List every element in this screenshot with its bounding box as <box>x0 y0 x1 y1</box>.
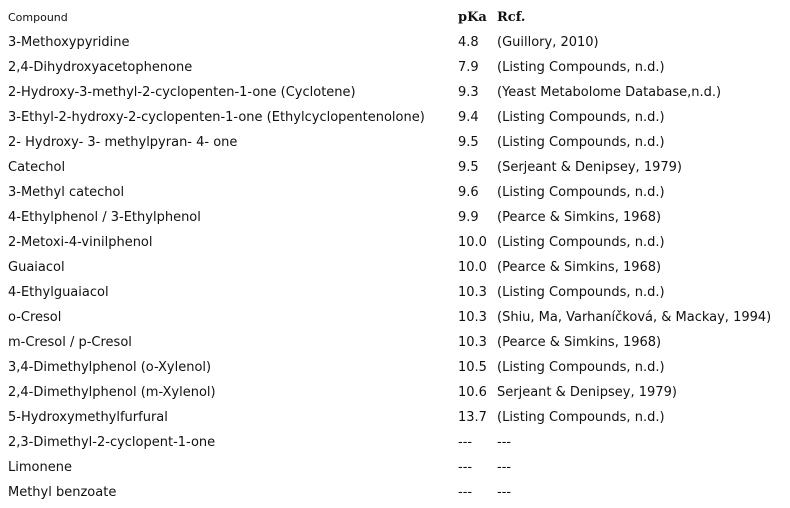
table-body <box>0 30 790 505</box>
reference-cell: (Listing Compounds, n.d.) <box>497 60 665 75</box>
reference-cell: (Listing Compounds, n.d.) <box>497 360 665 375</box>
pka-cell: 9.5 <box>458 160 479 175</box>
reference-cell: (Listing Compounds, n.d.) <box>497 410 665 425</box>
compound-cell: Catechol <box>8 160 66 175</box>
header-reference: Rcf. <box>497 10 526 25</box>
pka-cell: 9.9 <box>458 210 479 225</box>
header-pka: pKa <box>458 10 487 25</box>
compound-cell: Limonene <box>8 460 72 475</box>
header-compound: Compound <box>8 11 68 24</box>
table-row <box>0 80 790 105</box>
reference-cell: (Listing Compounds, n.d.) <box>497 285 665 300</box>
pka-cell: --- <box>458 435 473 450</box>
pka-cell: 10.3 <box>458 335 487 350</box>
pka-cell: 9.5 <box>458 135 479 150</box>
table-row <box>0 180 790 205</box>
table-row <box>0 255 790 280</box>
table-row <box>0 230 790 255</box>
pka-cell: --- <box>458 485 473 500</box>
pka-cell: 10.3 <box>458 310 487 325</box>
pka-cell: 13.7 <box>458 410 487 425</box>
table-row <box>0 130 790 155</box>
pka-cell: 10.3 <box>458 285 487 300</box>
pka-cell: 9.6 <box>458 185 479 200</box>
table-row <box>0 480 790 505</box>
reference-cell: (Serjeant & Denipsey, 1979) <box>497 160 682 175</box>
compound-cell: Guaiacol <box>8 260 65 275</box>
pka-cell: 4.8 <box>458 35 479 50</box>
reference-cell: (Listing Compounds, n.d.) <box>497 235 665 250</box>
reference-cell: (Yeast Metabolome Database,n.d.) <box>497 85 722 100</box>
table-row <box>0 105 790 130</box>
compound-cell: 2- Hydroxy- 3- methylpyran- 4- one <box>8 135 238 150</box>
compound-cell: 2,4-Dihydroxyacetophenone <box>8 60 193 75</box>
table-row <box>0 455 790 480</box>
pka-cell: 10.0 <box>458 235 487 250</box>
pka-cell: 9.3 <box>458 85 479 100</box>
table-row <box>0 380 790 405</box>
reference-cell: (Listing Compounds, n.d.) <box>497 185 665 200</box>
reference-cell: (Shiu, Ma, Varhaníčková, & Mackay, 1994) <box>497 310 772 325</box>
compound-cell: 3-Methoxypyridine <box>8 35 130 50</box>
table-row <box>0 55 790 80</box>
pka-cell: 10.6 <box>458 385 487 400</box>
pka-cell: 9.4 <box>458 110 479 125</box>
table-row <box>0 205 790 230</box>
reference-cell: (Listing Compounds, n.d.) <box>497 110 665 125</box>
table-row <box>0 30 790 55</box>
reference-cell: (Listing Compounds, n.d.) <box>497 135 665 150</box>
table-row <box>0 305 790 330</box>
reference-cell: --- <box>497 435 512 450</box>
table-row <box>0 430 790 455</box>
compound-cell: 3-Methyl catechol <box>8 185 125 200</box>
compound-cell: 3,4-Dimethylphenol (o-Xylenol) <box>8 360 212 375</box>
compound-cell: 2,4-Dimethylphenol (m-Xylenol) <box>8 385 216 400</box>
table-row <box>0 355 790 380</box>
compound-cell: 4-Ethylphenol / 3-Ethylphenol <box>8 210 201 225</box>
reference-cell: (Pearce & Simkins, 1968) <box>497 335 662 350</box>
pka-cell: 10.0 <box>458 260 487 275</box>
pka-cell: 10.5 <box>458 360 487 375</box>
reference-cell: --- <box>497 485 512 500</box>
compound-cell: Methyl benzoate <box>8 485 117 500</box>
reference-cell: (Guillory, 2010) <box>497 35 599 50</box>
pka-cell: 7.9 <box>458 60 479 75</box>
compound-cell: o-Cresol <box>8 310 62 325</box>
table-row <box>0 280 790 305</box>
reference-cell: (Pearce & Simkins, 1968) <box>497 260 662 275</box>
table-row <box>0 330 790 355</box>
compound-cell: 5-Hydroxymethylfurfural <box>8 410 168 425</box>
compound-cell: 2-Metoxi-4-vinilphenol <box>8 235 153 250</box>
reference-cell: --- <box>497 460 512 475</box>
reference-cell: (Pearce & Simkins, 1968) <box>497 210 662 225</box>
compound-cell: 3-Ethyl-2-hydroxy-2-cyclopenten-1-one (Ethylcyclopentenolone) <box>8 110 425 125</box>
compound-cell: m-Cresol / p-Cresol <box>8 335 132 350</box>
reference-cell: Serjeant & Denipsey, 1979) <box>497 385 677 400</box>
table-row <box>0 155 790 180</box>
compound-cell: 4-Ethylguaiacol <box>8 285 109 300</box>
compound-cell: 2-Hydroxy-3-methyl-2-cyclopenten-1-one (Cyclotene) <box>8 85 356 100</box>
table-row <box>0 405 790 430</box>
compound-cell: 2,3-Dimethyl-2-cyclopent-1-one <box>8 435 216 450</box>
pka-cell: --- <box>458 460 473 475</box>
